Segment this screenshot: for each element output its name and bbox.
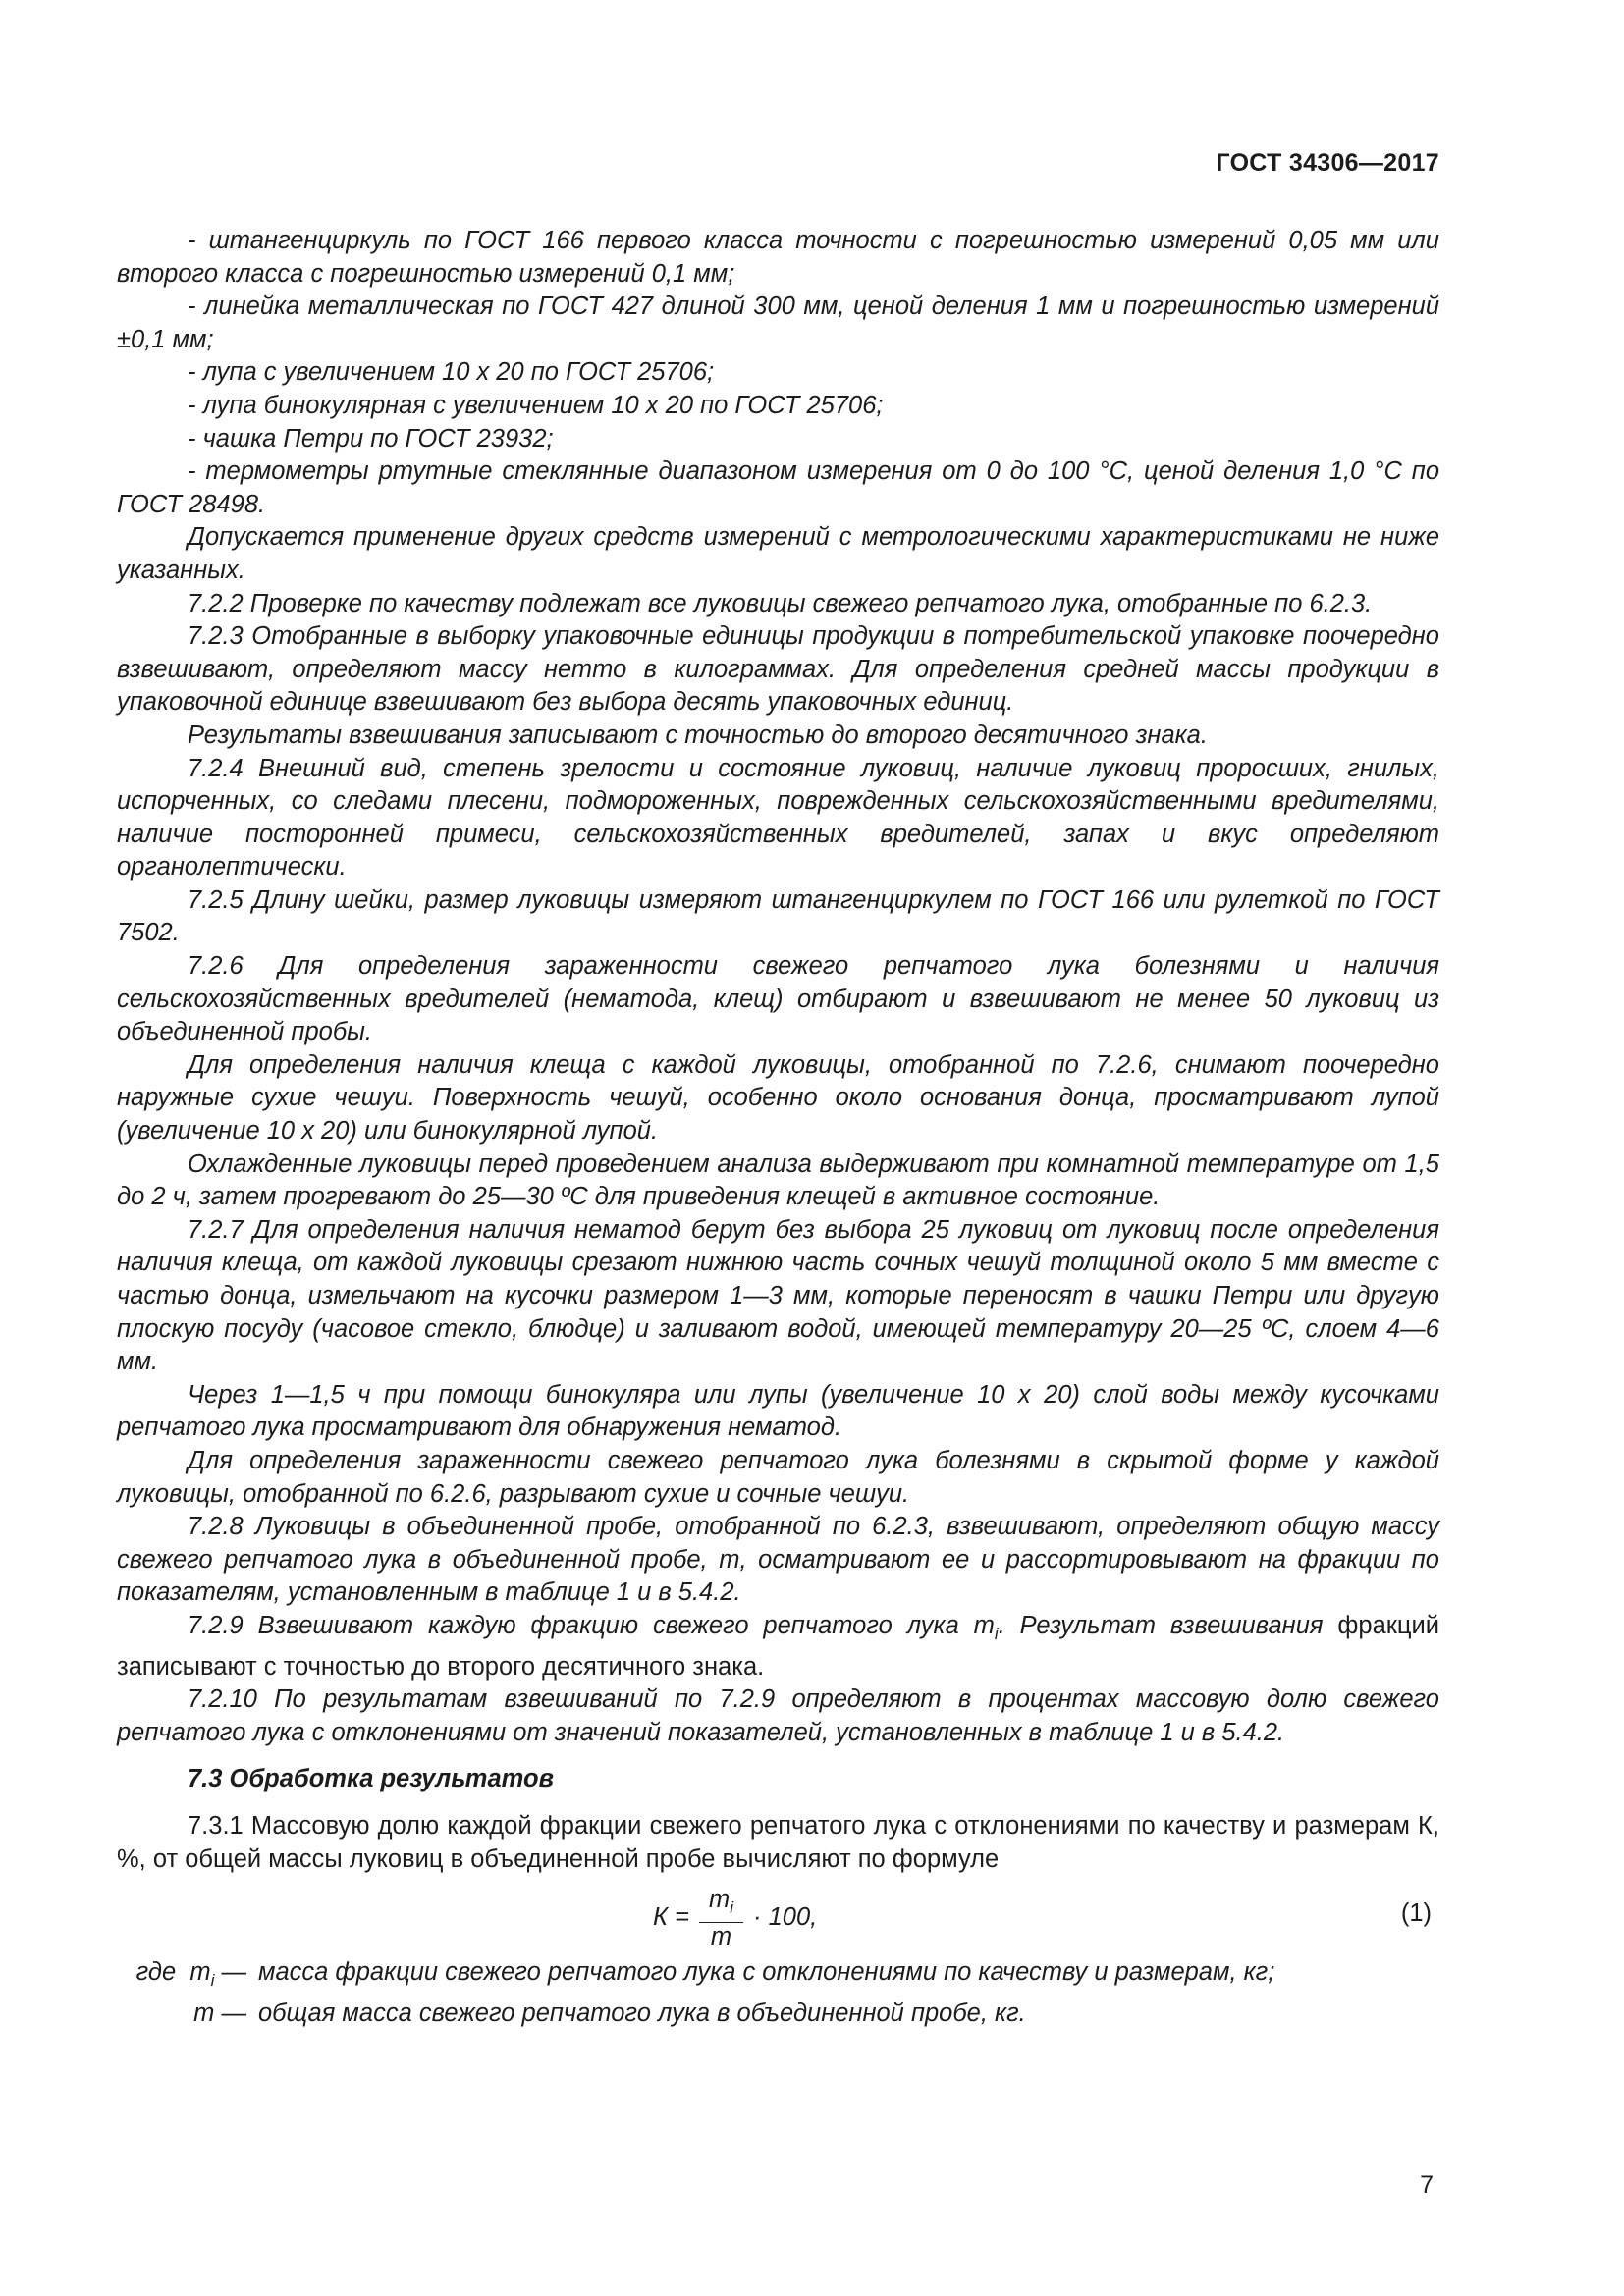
formula-lhs: К = — [653, 1903, 690, 1932]
formula-numerator-subscript: i — [730, 1898, 734, 1918]
paragraph-mite-detection: Для определения наличия клеща с каждой луковицы, отобранной по 7.2.6, снимают поочередно наружные сухие чешуи. Поверхность чешуй, особенно около основания донца, просматривают лупой (увеличение 10 х 20) или бинокулярной лупой. — [117, 1050, 1439, 1146]
p729-subscript: i — [994, 1625, 999, 1644]
paragraph-weighing-results: Результаты взвешивания записывают с точностью до второго десятичного знака. — [188, 721, 1208, 749]
document-header: ГОСТ 34306—2017 — [1216, 149, 1439, 177]
formula-denominator: m — [710, 1923, 732, 1951]
definition-symbol-letter: m — [193, 1999, 215, 2027]
definition-symbol — [117, 1956, 258, 1998]
formula-fraction — [699, 1886, 743, 1950]
p729-text-c: фракций записывают с точностью до второго десятичного знака. — [117, 1611, 1439, 1681]
formula-numerator — [699, 1886, 743, 1923]
definition-symbol-subscript: i — [210, 1971, 215, 1991]
paragraph-7-2-7: 7.2.7 Для определения наличия нематод берут без выбора 25 луковиц от луковиц после определения наличия клеща, от каждой луковицы срезают нижнюю часть сочных чешуй толщиной около 5 мм вместе с частью донца, измельчают на кусочки размером 1—3 мм, которые переносят в чашки Петри или другую плоскую посуду (часовое стекло, блюдце) и заливают водой, имеющей температуру 20—25 ºС, слоем 4—6 мм. — [117, 1215, 1439, 1376]
paragraph-other-instruments: Допускается применение других средств измерений с метрологическими характеристиками не ниже указанных. — [117, 523, 1439, 584]
definition-intro: где — [135, 1958, 177, 1987]
definition-row — [117, 1998, 1439, 2031]
paragraph-petri-dish: - чашка Петри по ГОСТ 23932; — [188, 424, 554, 453]
definition-text: общая масса свежего репчатого лука в объединенной пробе, кг. — [258, 1999, 1026, 2027]
paragraph-7-2-9 — [117, 1610, 1439, 1683]
paragraph-7-2-2: 7.2.2 Проверке по качеству подлежат все луковицы свежего репчатого лука, отобранные по 6.2.3. — [188, 589, 1373, 617]
definition-dash: — — [221, 1999, 246, 2027]
paragraph-ruler: - линейка металлическая по ГОСТ 427 длиной 300 мм, ценой деления 1 мм и погрешностью измерений ±0,1 мм; — [117, 293, 1439, 353]
paragraph-magnifier: - лупа с увеличением 10 х 20 по ГОСТ 25706; — [188, 358, 715, 387]
definition-row — [117, 1956, 1439, 1998]
paragraph-7-2-8: 7.2.8 Луковицы в объединенной пробе, отобранной по 6.2.3, взвешивают, определяют общую массу свежего репчатого лука в объединенной пробе, m, осматривают ее и рассортировывают на фракции по показателям, установленным в таблице 1 и в 5.4.2. — [117, 1513, 1439, 1607]
paragraph-7-2-6: 7.2.6 Для определения зараженности свежего репчатого лука болезнями и наличия сельскохозяйственных вредителей (нематода, клещ) отбирают и взвешивают не менее 50 луковиц из объединенной пробы. — [117, 952, 1439, 1046]
paragraph-hidden-disease: Для определения зараженности свежего репчатого лука болезнями в скрытой форме у каждой луковицы, отобранной по 6.2.6, разрывают сухие и сочные чешуи. — [117, 1446, 1439, 1508]
formula-rhs: · 100, — [753, 1903, 818, 1932]
document-body — [117, 225, 1439, 2030]
paragraph-7-2-3: 7.2.3 Отобранные в выборку упаковочные единицы продукции в потребительской упаковке поочередно взвешивают, определяют массу нетто в килограммах. Для определения средней массы продукции в упаковочной единице взвешивают без выбора десять упаковочных единиц. — [117, 622, 1439, 717]
formula-number: (1) — [1400, 1899, 1432, 1928]
paragraph-7-3-1: 7.3.1 Массовую долю каждой фракции свежего репчатого лука с отклонениями по качеству и размерам К, %, от общей массы луковиц в объединенной пробе вычисляют по формуле — [117, 1812, 1439, 1873]
formula-numerator-symbol: m — [709, 1886, 731, 1914]
paragraph-7-2-4: 7.2.4 Внешний вид, степень зрелости и состояние луковиц, наличие луковиц проросших, гнилых, испорченных, со следами плесени, подмороженных, поврежденных сельскохозяйственными вредителями, наличие посторонней примеси, сельскохозяйственных вредителей, запах и вкус определяют органолептически. — [117, 754, 1439, 881]
definition-text: масса фракции свежего репчатого лука с отклонениями по качеству и размерам, кг; — [258, 1958, 1275, 1987]
p729-text-b: . Результат взвешивания — [998, 1611, 1324, 1639]
formula-1 — [117, 1878, 1439, 1951]
formula-expression — [653, 1886, 817, 1950]
paragraph-nematode-detection: Через 1—1,5 ч при помощи бинокуляра или лупы (увеличение 10 х 20) слой воды между кусочками репчатого лука просматривают для обнаружения нематод. — [117, 1380, 1439, 1442]
paragraph-caliper: - штангенциркуль по ГОСТ 166 первого класса точности с погрешностью измерений 0,05 мм или второго класса с погрешностью измерений 0,1 мм; — [117, 227, 1439, 288]
paragraph-thermometers: - термометры ртутные стеклянные диапазоном измерения от 0 до 100 °С, ценой деления 1,0 °С по ГОСТ 28498. — [117, 457, 1439, 518]
paragraph-7-2-10: 7.2.10 По результатам взвешиваний по 7.2.9 определяют в процентах массовую долю свежего репчатого лука с отклонениями от значений показателей, установленных в таблице 1 и в 5.4.2. — [117, 1685, 1439, 1746]
paragraph-7-2-5: 7.2.5 Длину шейки, размер луковицы измеряют штангенциркулем по ГОСТ 166 или рулеткой по ГОСТ 7502. — [117, 885, 1439, 947]
paragraph-cooled-bulbs: Охлажденные луковицы перед проведением анализа выдерживают при комнатной температуре от 1,5 до 2 ч, затем прогревают до 25—30 ºС для приведения клещей в активное состояние. — [117, 1149, 1439, 1211]
definition-dash: — — [221, 1958, 246, 1987]
paragraph-binocular-magnifier: - лупа бинокулярная с увеличением 10 х 20 по ГОСТ 25706; — [188, 391, 884, 419]
p729-text-a: 7.2.9 Взвешивают каждую фракцию свежего репчатого лука m — [188, 1611, 995, 1639]
page-number: 7 — [1420, 2171, 1434, 2199]
definition-symbol — [117, 1998, 258, 2031]
definition-symbol-letter: m — [189, 1958, 211, 1987]
variable-definitions — [117, 1956, 1439, 2030]
section-title-7-3: 7.3 Обработка результатов — [188, 1765, 554, 1793]
